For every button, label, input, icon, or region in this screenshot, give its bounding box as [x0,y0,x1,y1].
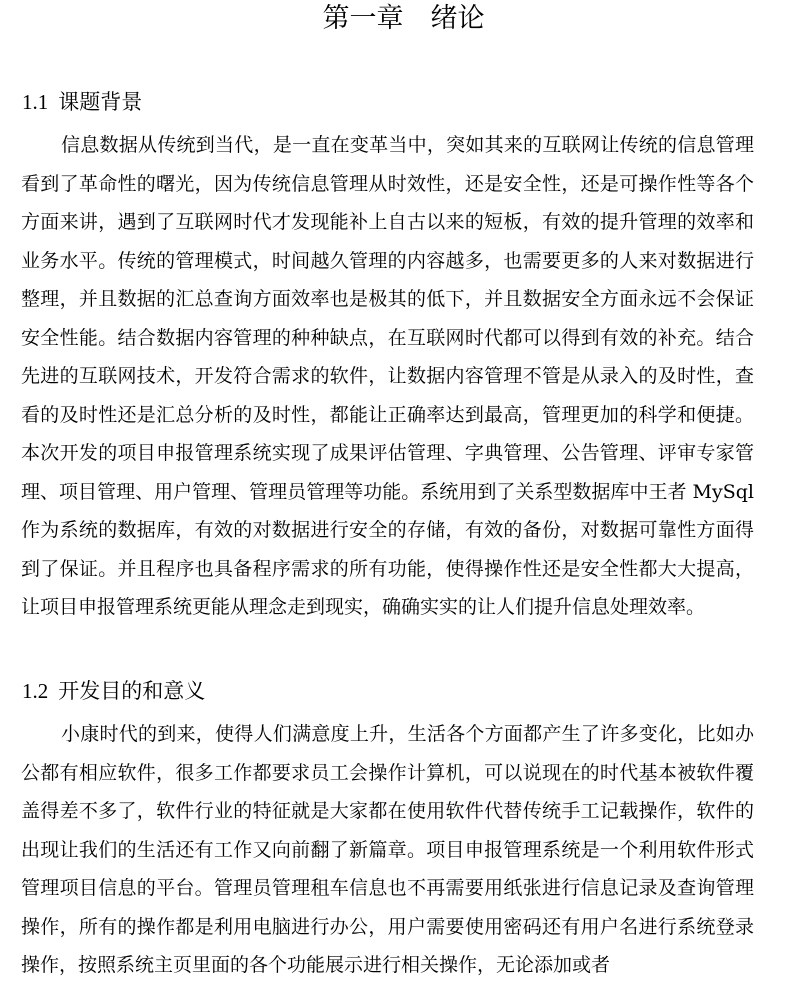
section-title-text: 课题背景 [58,90,143,114]
section-title-text: 开发目的和意义 [58,679,206,703]
section-heading-1-2 [22,677,205,705]
section-heading-1-1 [22,88,142,116]
section-number: 1.2 [22,679,49,703]
section-paragraph-background: 信息数据从传统到当代，是一直在变革当中，突如其来的互联网让传统的信息管理看到了革命性的曙光，因为传统信息管理从时效性，还是安全性，还是可操作性等各个方面来讲，遇到了互联网时代才发现能补上自古以来的短板，有效的提升管理的效率和业务水平。传统的管理模式，时间越久管理的内容越多，也需要更多的人来对数据进行整理，并且数据的汇总查询方面效率也是极其的低下，并且数据安全方面永远不会保证安全性能。结合数据内容管理的种种缺点，在互联网时代都可以得到有效的补充。结合先进的互联网技术，开发符合需求的软件，让数据内容管理不管是从录入的及时性，查看的及时性还是汇总分析的及时性，都能让正确率达到最高，管理更加的科学和便捷。本次开发的项目申报管理系统实现了成果评估管理、字典管理、公告管理、评审专家管理、项目管理、用户管理、管理员管理等功能。系统用到了关系型数据库中王者 MySql 作为系统的数据库，有效的对数据进行安全的存储，有效的备份，对数据可靠性方面得到了保证。并且程序也具备程序需求的所有功能，使得操作性还是安全性都大大提高，让项目申报管理系统更能从理念走到现实，确确实实的让人们提升信息处理效率。 [21,134,754,618]
chapter-title: 第一章 绪论 [322,3,485,34]
section-number: 1.1 [22,90,49,114]
section-paragraph-purpose: 小康时代的到来，使得人们满意度上升，生活各个方面都产生了许多变化，比如办公都有相应软件，很多工作都要求员工会操作计算机，可以说现在的时代基本被软件覆盖得差不多了，软件行业的特征就是大家都在使用软件代替传统手工记载操作，软件的出现让我们的生活还有工作又向前翻了新篇章。项目申报管理系统是一个利用软件形式管理项目信息的平台。管理员管理租车信息也不再需要用纸张进行信息记录及查询管理操作，所有的操作都是利用电脑进行办公，用户需要使用密码还有用户名进行系统登录操作，按照系统主页里面的各个功能展示进行相关操作，无论添加或者 [21,723,754,976]
